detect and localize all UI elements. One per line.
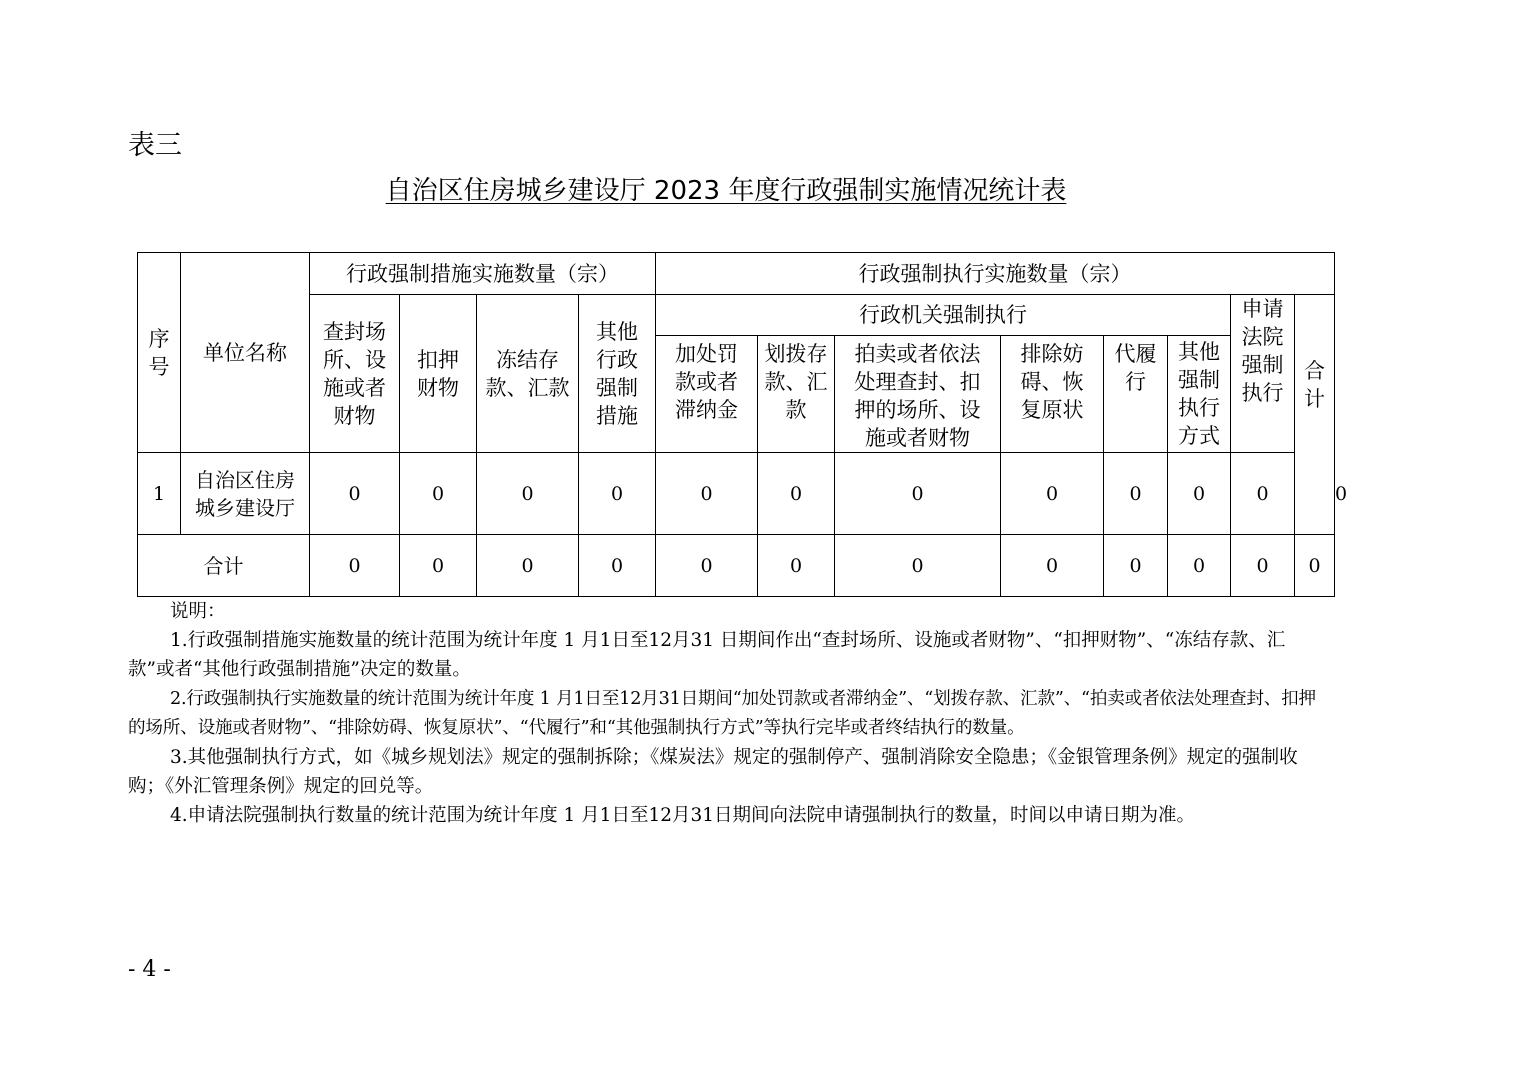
total-value: 0 xyxy=(1231,535,1295,597)
statistics-table xyxy=(137,252,1348,597)
table-label: 表三 xyxy=(128,130,182,161)
header-measures-group: 行政强制措施实施数量（宗） xyxy=(310,253,656,295)
header-exec-transfer: 划拨存款、汇款 xyxy=(758,336,835,453)
document-title: 自治区住房城乡建设厅 2023 年度行政强制实施情况统计表 xyxy=(385,176,1067,206)
row-unit: 自治区住房城乡建设厅 xyxy=(181,453,310,535)
total-value: 0 xyxy=(656,535,758,597)
row-value: 0 xyxy=(310,453,400,535)
note-item: 3.其他强制执行方式，如《城乡规划法》规定的强制拆除；《煤炭法》规定的强制停产、强制消除安全隐患；《金银管理条例》规定的强制收购；《外汇管理条例》规定的回兑等。 xyxy=(128,747,1298,798)
row-seq: 1 xyxy=(138,453,181,535)
header-measure-seize: 扣押财物 xyxy=(400,295,477,453)
row-value: 0 xyxy=(400,453,477,535)
row-value: 0 xyxy=(1231,453,1295,535)
header-seq: 序号 xyxy=(138,253,181,453)
total-value: 0 xyxy=(400,535,477,597)
header-total: 合计 xyxy=(1295,295,1335,535)
total-value: 0 xyxy=(835,535,1001,597)
header-execution-group: 行政强制执行实施数量（宗） xyxy=(656,253,1335,295)
header-measure-other: 其他行政强制措施 xyxy=(579,295,656,453)
header-court-execution: 申请法院强制执行 xyxy=(1231,295,1295,453)
row-value: 0 xyxy=(579,453,656,535)
row-value: 0 xyxy=(1168,453,1231,535)
total-value: 0 xyxy=(579,535,656,597)
total-value: 0 xyxy=(1001,535,1104,597)
total-value: 0 xyxy=(1295,535,1335,597)
row-value: 0 xyxy=(656,453,758,535)
note-item: 1.行政强制措施实施数量的统计范围为统计年度 1 月1日至12月31 日期间作出“查封场所、设施或者财物”、“扣押财物”、“冻结存款、汇款”或者“其他行政强制措施”决定的数量。 xyxy=(128,630,1286,681)
note-item: 4.申请法院强制执行数量的统计范围为统计年度 1 月1日至12月31日期间向法院申请强制执行的数量，时间以申请日期为准。 xyxy=(170,805,1196,827)
header-exec-auction: 拍卖或者依法处理查封、扣押的场所、设施或者财物 xyxy=(835,336,1001,453)
header-exec-other: 其他强制执行方式 xyxy=(1168,336,1231,453)
total-value: 0 xyxy=(477,535,579,597)
header-measure-seal: 查封场所、设施或者财物 xyxy=(310,295,400,453)
header-exec-substitute: 代履行 xyxy=(1104,336,1168,453)
row-value: 0 xyxy=(1104,453,1168,535)
note-item: 2.行政强制执行实施数量的统计范围为统计年度 1 月1日至12月31日期间“加处罚款或者滞纳金”、“划拨存款、汇款”、“拍卖或者依法处理查封、扣押的场所、设施或者财物”、“排除妨碍、恢复原状”、“代履行”和“其他强制执行方式”等执行完毕或者终结执行的数量。 xyxy=(128,688,1316,738)
page-number: - 4 - xyxy=(128,957,171,982)
row-value: 0 xyxy=(758,453,835,535)
header-measure-freeze: 冻结存款、汇款 xyxy=(477,295,579,453)
header-agency-execution: 行政机关强制执行 xyxy=(656,295,1231,336)
row-value: 0 xyxy=(835,453,1001,535)
row-value: 0 xyxy=(1001,453,1104,535)
notes-heading: 说明： xyxy=(170,601,226,622)
total-value: 0 xyxy=(758,535,835,597)
header-unit-name: 单位名称 xyxy=(181,253,310,453)
table-row: 1 自治区住房城乡建设厅 0 0 0 0 0 0 0 0 0 0 0 0 xyxy=(138,453,1335,535)
total-value: 0 xyxy=(310,535,400,597)
total-label: 合计 xyxy=(138,535,310,597)
notes-section xyxy=(128,597,1328,831)
header-exec-fine: 加处罚款或者滞纳金 xyxy=(656,336,758,453)
total-value: 0 xyxy=(1168,535,1231,597)
header-exec-remove: 排除妨碍、恢复原状 xyxy=(1001,336,1104,453)
row-value: 0 xyxy=(477,453,579,535)
total-value: 0 xyxy=(1104,535,1168,597)
total-row xyxy=(138,535,1335,597)
